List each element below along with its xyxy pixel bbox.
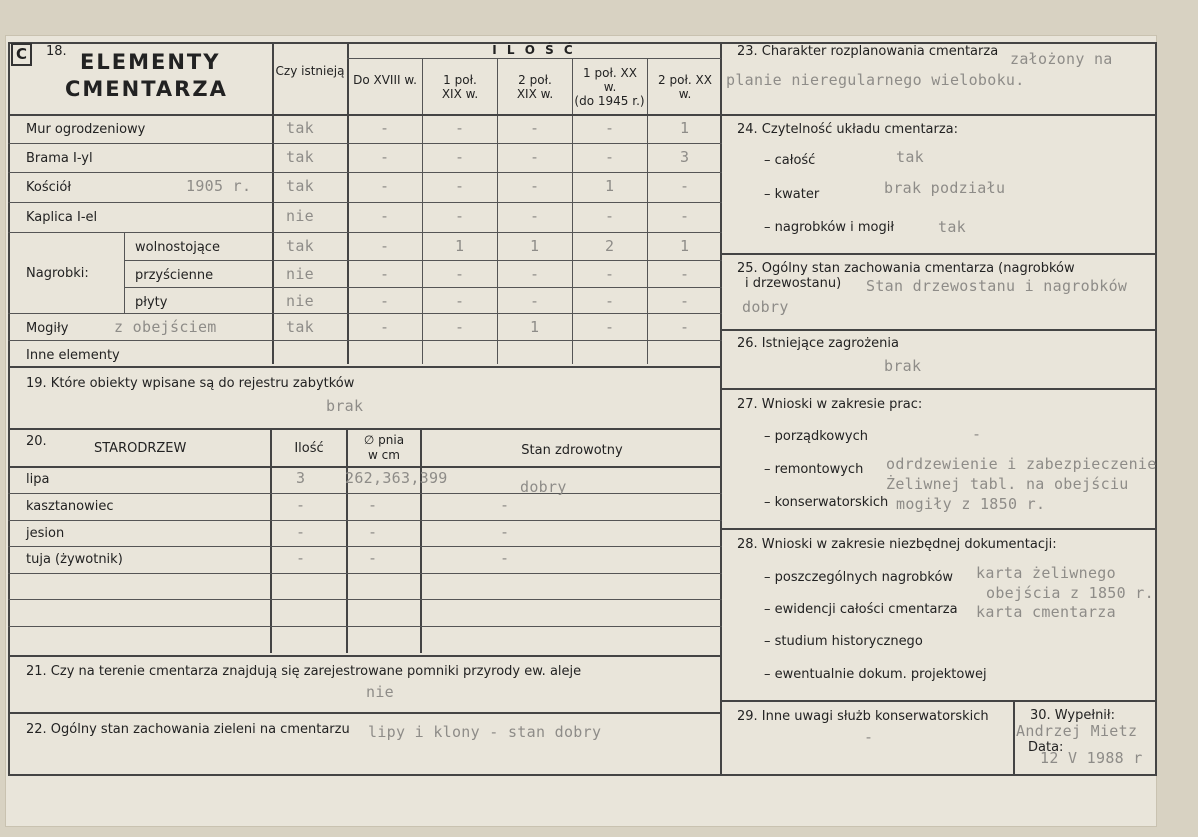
element-quantity: - [380,237,390,255]
trees-header-bottom [8,466,722,468]
element-quantity: - [455,207,465,225]
element-quantity: - [455,148,465,166]
col-header-1pol-xx-note: (do 1945 r.) [574,94,645,108]
section-26-top [720,329,1157,331]
ilosc-underline [347,58,721,59]
col-divider-1xix [422,58,423,364]
col-header-2pol-xx: 2 poł. XX w. [658,73,712,101]
element-extra: 1905 r. [186,177,252,195]
element-quantity: 3 [680,148,690,166]
section-24-top [720,114,1157,116]
element-czy-istnieja: tak [286,148,314,166]
element-quantity: - [380,318,390,336]
q27-label: 27. Wnioski w zakresie prac: [737,397,923,412]
element-quantity: - [680,265,690,283]
a22-answer: lipy i klony - stan dobry [368,723,602,741]
tree-ilosc: 3 [296,469,306,487]
a28-2: karta cmentarza [976,603,1116,621]
element-czy-istnieja: tak [286,177,314,195]
element-quantity: 1 [605,177,615,195]
a21-answer: nie [366,683,394,701]
element-name: wolnostojące [135,240,220,255]
row-line [8,232,722,233]
col-divider-czy [272,42,274,364]
element-quantity: - [380,207,390,225]
q27-kons-label: – konserwatorskich [764,495,889,510]
tree-row-line [8,493,722,494]
q20-col-stan: Stan zdrowotny [521,443,623,458]
section-27-top [720,388,1157,390]
tree-ilosc: - [296,496,306,514]
element-quantity: - [380,292,390,310]
col-header-1pol-xix: 1 poł. XIX w. [441,73,479,101]
a29-answer: - [864,728,874,746]
section-22-top [8,712,722,714]
q28-2-label: – ewidencji całości cmentarza [764,602,958,617]
element-quantity: 2 [605,237,615,255]
element-quantity: - [455,292,465,310]
element-quantity: - [380,148,390,166]
section-letter-box: C [11,43,32,66]
element-name: Mogiły [26,321,69,336]
col-header-1pol-xx: 1 poł. XX w. [583,66,637,94]
q26-label: 26. Istniejące zagrożenia [737,336,899,351]
middle-border [720,42,722,776]
tree-stan: - [500,523,510,541]
row-line [8,313,722,314]
q24-label: 24. Czytelność układu cmentarza: [737,122,959,137]
a26-answer: brak [884,357,922,375]
section-21-top [8,655,722,657]
section-18-number: 18. [46,44,67,59]
a28-1b: obejścia z 1850 r. [986,584,1154,602]
right-border [1155,42,1157,776]
tree-name: lipa [26,472,50,487]
q23-label: 23. Charakter rozplanowania cmentarza [737,44,999,59]
element-czy-istnieja: tak [286,119,314,137]
section-19-top [8,366,722,368]
section-28-top [720,528,1157,530]
element-czy-istnieja: nie [286,265,314,283]
element-name: przyścienne [135,268,214,283]
element-quantity: - [530,148,540,166]
a25-line-2: dobry [742,298,789,316]
element-name: Mur ogrodzeniowy [26,122,146,137]
nagrobki-divider [124,232,125,313]
element-quantity: - [605,292,615,310]
a27-porz: - [972,425,982,443]
element-quantity: 1 [680,237,690,255]
a30-data: 12 V 1988 r [1040,749,1143,767]
element-quantity: - [455,177,465,195]
tree-pien: 262,363,399 [345,469,448,487]
a23-line-1: założony na [1010,50,1113,68]
element-quantity: 1 [455,237,465,255]
element-quantity: - [530,265,540,283]
element-quantity: 1 [530,318,540,336]
element-quantity: - [530,177,540,195]
cemetery-record-card [6,36,1156,826]
tree-stan: dobry [520,478,567,496]
element-quantity: - [605,265,615,283]
col-header-2pol-xix: 2 poł. XIX w. [516,73,554,101]
q20-number: 20. [26,434,47,449]
tree-pien: - [368,549,378,567]
element-czy-istnieja: nie [286,292,314,310]
element-name: Kościół [26,180,72,195]
element-quantity: - [530,207,540,225]
tree-name: jesion [26,526,65,541]
element-name: Inne elementy [26,348,120,363]
element-extra: z obejściem [114,318,217,336]
a27-rem-1: odrdzewienie i zabezpieczenie [886,455,1157,473]
tree-row-line [8,626,722,627]
tree-stan: - [500,496,510,514]
element-quantity: - [380,265,390,283]
element-quantity: - [680,292,690,310]
col-divider-2xix [497,58,498,364]
q27-rem-label: – remontowych [764,462,864,477]
row-line [8,340,722,341]
row-line [8,143,722,144]
bottom-border [8,774,1156,776]
element-quantity: - [530,292,540,310]
a24-kwater: brak podziału [884,179,1006,197]
element-quantity: - [605,318,615,336]
row-line [124,260,722,261]
a28-1a: karta żeliwnego [976,564,1116,582]
element-quantity: - [455,119,465,137]
a19-answer: brak [326,397,364,415]
a30-answer: Andrzej Mietz [1016,722,1138,740]
trees-col-divider-1 [270,428,272,653]
col-header-do-xviii: Do XVIII w. [353,73,417,87]
left-border [8,42,10,776]
element-czy-istnieja: nie [286,207,314,225]
trees-col-divider-3 [420,428,422,653]
a24-calosc: tak [896,148,924,166]
col-header-czy: Czy istnieją [275,64,345,78]
q28-label: 28. Wnioski w zakresie niezbędnej dokumentacji: [737,537,1057,552]
q20-col-pien-2: w cm [368,448,400,462]
a27-rem-2: Żeliwnej tabl. na obejściu [886,475,1129,493]
element-quantity: - [455,265,465,283]
element-quantity: - [380,119,390,137]
q24-nagrobkow-label: – nagrobków i mogił [764,220,895,235]
col-divider-2xx [647,58,648,364]
element-name: Kaplica I-el [26,210,98,225]
tree-ilosc: - [296,549,306,567]
tree-stan: - [500,549,510,567]
row-line [8,172,722,173]
row-line [8,202,722,203]
tree-name: tuja (żywotnik) [26,552,123,567]
element-quantity: - [605,119,615,137]
q28-1-label: – poszczególnych nagrobków [764,570,954,585]
element-quantity: - [605,207,615,225]
section-20-top [8,428,722,430]
q30-label: 30. Wypełnił: [1030,708,1115,723]
q24-calosc-label: – całość [764,153,816,168]
tree-ilosc: - [296,523,306,541]
element-quantity: 1 [680,119,690,137]
tree-row-line [8,546,722,547]
q21-label: 21. Czy na terenie cmentarza znajdują się zarejestrowane pomniki przyrody ew. aleje [26,664,582,679]
section-30-divider [1013,700,1015,776]
tree-row-line [8,599,722,600]
q20-title: STARODRZEW [94,441,187,456]
q22-label: 22. Ogólny stan zachowania zieleni na cmentarzu [26,722,350,737]
q19-label: 19. Które obiekty wpisane są do rejestru zabytków [26,376,355,391]
q30-data-label: Data: [1028,740,1064,755]
title-line-2: CMENTARZA [65,77,228,101]
section-29-top [720,700,1157,702]
row-line [124,287,722,288]
header-bottom-line [8,114,722,116]
element-quantity: - [680,177,690,195]
col-divider-do [347,42,349,364]
element-czy-istnieja: tak [286,237,314,255]
element-quantity: - [530,119,540,137]
col-header-ilosc: I L O Ś Ć [492,43,576,57]
q28-4-label: – ewentualnie dokum. projektowej [764,667,987,682]
title-line-1: ELEMENTY [80,50,221,74]
a24-nagrobkow: tak [938,218,966,236]
section-25-top [720,253,1157,255]
a27-kons: mogiły z 1850 r. [896,495,1046,513]
q27-porz-label: – porządkowych [764,429,868,444]
q20-col-pien-1: ∅ pnia [363,433,405,447]
q29-label: 29. Inne uwagi służb konserwatorskich [737,709,989,724]
element-quantity: - [605,148,615,166]
tree-pien: - [368,496,378,514]
q25-label-1: 25. Ogólny stan zachowania cmentarza (nagrobków [737,261,1075,276]
q20-col-ilosc: Ilość [294,441,324,456]
q25-label-2: i drzewostanu) [745,276,842,291]
element-name: płyty [135,295,168,310]
element-quantity: - [680,318,690,336]
nagrobki-label: Nagrobki: [26,266,89,281]
q28-3-label: – studium historycznego [764,634,923,649]
tree-row-line [8,573,722,574]
element-czy-istnieja: tak [286,318,314,336]
element-quantity: - [380,177,390,195]
a25-line-1: Stan drzewostanu i nagrobków [866,277,1128,295]
q24-kwater-label: – kwater [764,187,820,202]
element-quantity: 1 [530,237,540,255]
tree-row-line [8,520,722,521]
element-name: Brama I-yl [26,151,93,166]
tree-name: kasztanowiec [26,499,114,514]
a23-line-2: planie nieregularnego wieloboku. [726,71,1025,89]
element-quantity: - [680,207,690,225]
element-quantity: - [455,318,465,336]
tree-pien: - [368,523,378,541]
